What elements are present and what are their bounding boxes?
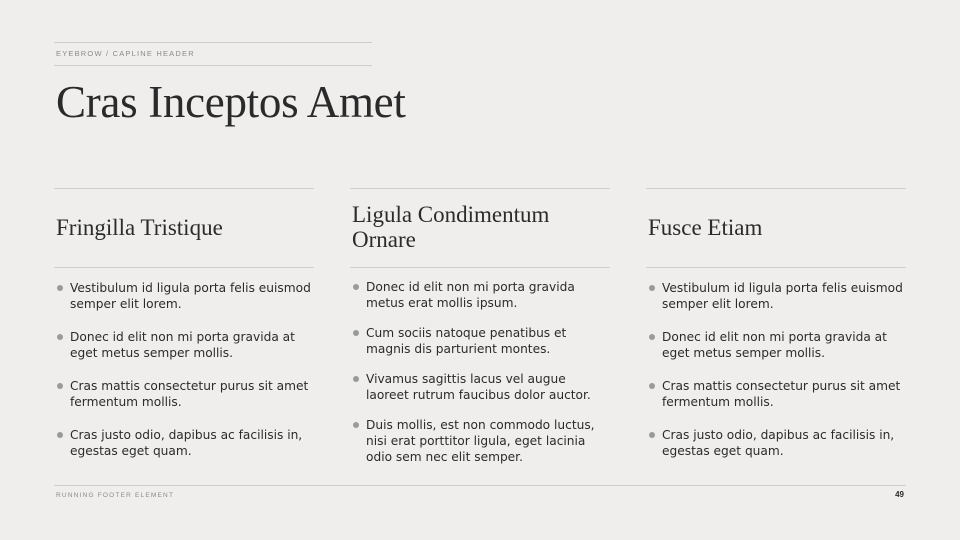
list-item bbox=[350, 417, 610, 465]
list-item bbox=[350, 325, 610, 357]
list-item-text: Duis mollis, est non commodo luctus, nisi erat porttitor ligula, eget lacinia odio sem nec elit semper. bbox=[366, 418, 595, 464]
list-item bbox=[54, 280, 314, 312]
column-heading-area bbox=[54, 189, 314, 268]
list-item bbox=[54, 427, 314, 459]
bullet-icon bbox=[649, 383, 655, 389]
bullet-icon bbox=[57, 334, 63, 340]
eyebrow-header: EYEBROW / CAPLINE HEADER bbox=[56, 49, 195, 58]
list-item-text: Donec id elit non mi porta gravida metus erat mollis ipsum. bbox=[366, 280, 575, 310]
page-number: 49 bbox=[895, 490, 904, 499]
list-item bbox=[646, 378, 906, 410]
bullet-icon bbox=[353, 284, 359, 290]
bullet-icon bbox=[57, 383, 63, 389]
list-item-text: Donec id elit non mi porta gravida at eget metus semper mollis. bbox=[662, 330, 887, 360]
list-item-text: Vestibulum id ligula porta felis euismod semper elit lorem. bbox=[70, 281, 311, 311]
column-3 bbox=[646, 188, 906, 459]
list-item bbox=[54, 329, 314, 361]
list-item-text: Vivamus sagittis lacus vel augue laoreet rutrum faucibus dolor auctor. bbox=[366, 372, 591, 402]
list-item bbox=[350, 371, 610, 403]
bullet-icon bbox=[353, 330, 359, 336]
list-item-text: Cras mattis consectetur purus sit amet fermentum mollis. bbox=[70, 379, 309, 409]
bullet-icon bbox=[649, 334, 655, 340]
column-heading: Fringilla Tristique bbox=[56, 214, 223, 240]
footer-rule bbox=[54, 485, 906, 486]
list-item-text: Cras justo odio, dapibus ac facilisis in, egestas eget quam. bbox=[70, 428, 303, 458]
column-heading: Ligula Condimentum Ornare bbox=[352, 202, 550, 252]
bullet-list bbox=[54, 268, 314, 459]
list-item bbox=[646, 329, 906, 361]
list-item-text: Donec id elit non mi porta gravida at eget metus semper mollis. bbox=[70, 330, 295, 360]
list-item bbox=[350, 279, 610, 311]
bullet-icon bbox=[649, 432, 655, 438]
slide-title: Cras Inceptos Amet bbox=[56, 77, 406, 127]
list-item-text: Cum sociis natoque penatibus et magnis dis parturient montes. bbox=[366, 326, 567, 356]
list-item-text: Vestibulum id ligula porta felis euismod semper elit lorem. bbox=[662, 281, 903, 311]
bullet-icon bbox=[57, 285, 63, 291]
running-footer: RUNNING FOOTER ELEMENT bbox=[56, 492, 175, 499]
list-item bbox=[646, 427, 906, 459]
bullet-icon bbox=[353, 376, 359, 382]
list-item bbox=[646, 280, 906, 312]
column-1 bbox=[54, 188, 314, 459]
list-item bbox=[54, 378, 314, 410]
bullet-icon bbox=[353, 422, 359, 428]
column-heading: Fusce Etiam bbox=[648, 214, 763, 240]
list-item-text: Cras justo odio, dapibus ac facilisis in, egestas eget quam. bbox=[662, 428, 895, 458]
eyebrow-frame bbox=[54, 42, 372, 66]
column-heading-area bbox=[350, 189, 610, 268]
list-item-text: Cras mattis consectetur purus sit amet fermentum mollis. bbox=[662, 379, 901, 409]
bullet-icon bbox=[649, 285, 655, 291]
bullet-icon bbox=[57, 432, 63, 438]
column-heading-area bbox=[646, 189, 906, 268]
column-2 bbox=[350, 188, 610, 465]
bullet-list bbox=[646, 268, 906, 459]
bullet-list bbox=[350, 268, 610, 465]
